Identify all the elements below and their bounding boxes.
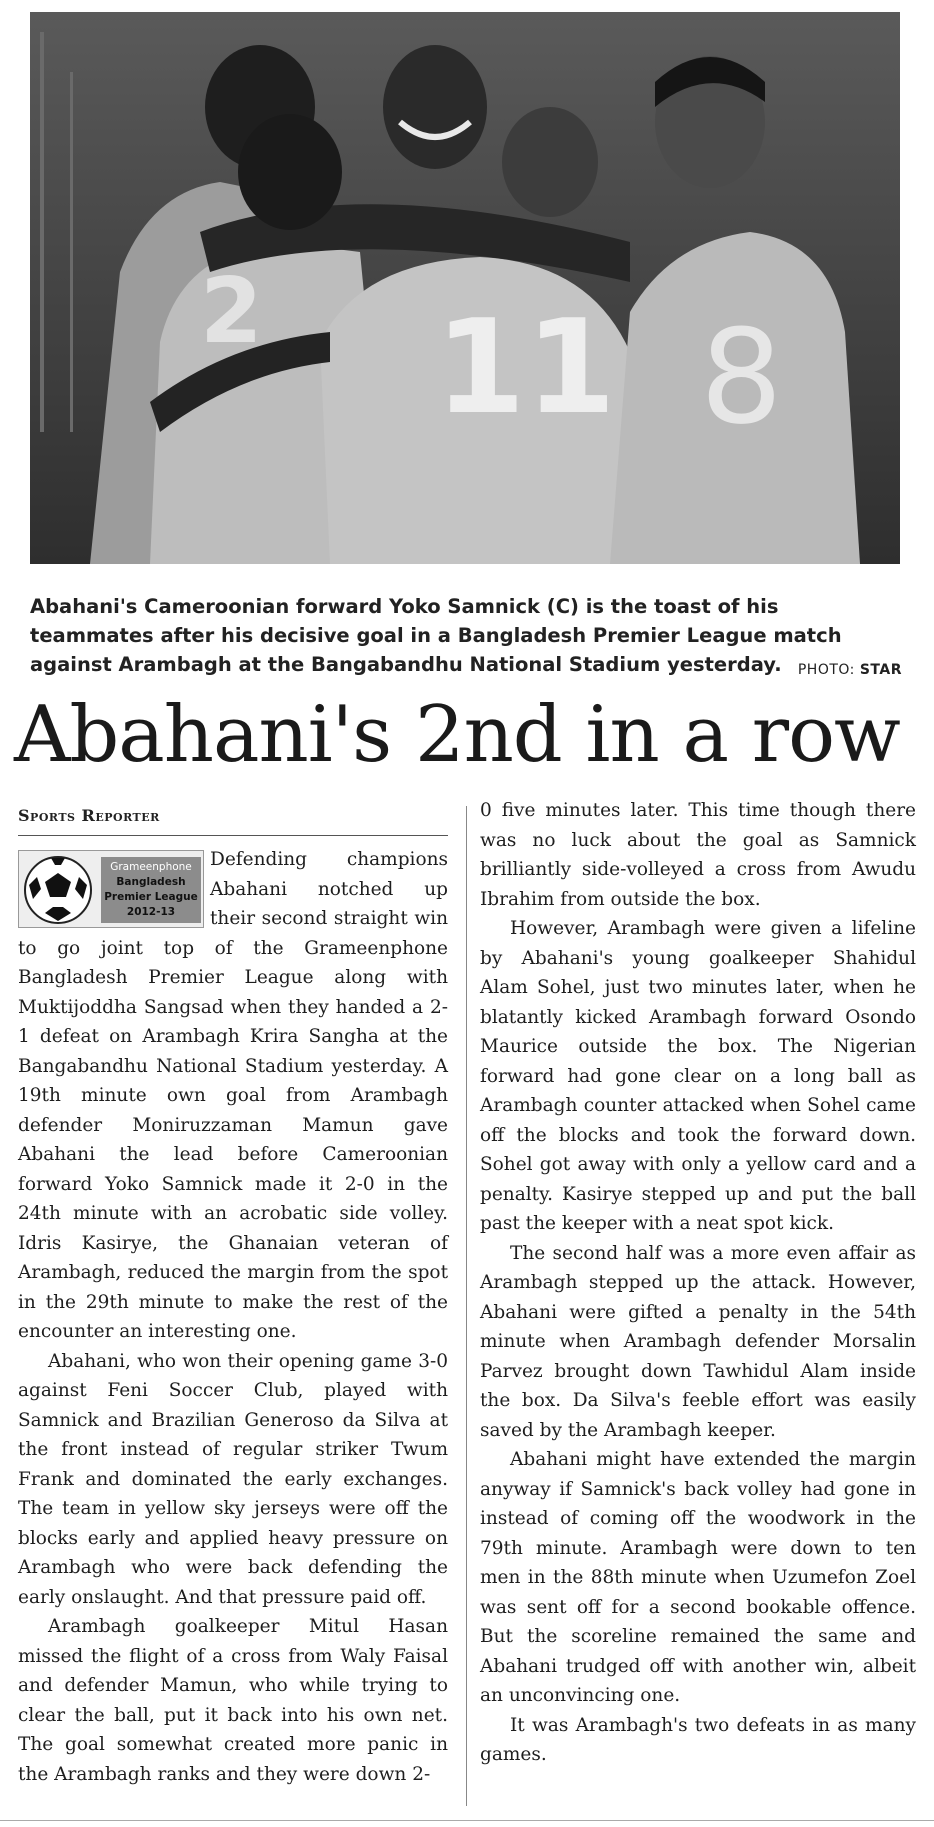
photo-caption: Abahani's Cameroonian forward Yoko Samnick (C) is the toast of his teammates after his decisive goal in a Bangladesh Premier League match against Arambagh at the Bangabandhu National Stadium yesterday. [30,595,842,676]
news-photo [30,12,900,564]
article-paragraph: 0 five minutes later. This time though there was no luck about the goal as Samnick brilliantly side-volleyed a cross from Awudu Ibrahim from outside the box. [480,800,916,910]
article-paragraph: Abahani might have extended the margin anyway if Samnick's back volley had gone in instead of coming off the woodwork in the 79th minute. Arambagh were down to ten men in the 88th minute when Uzumefon Zoel was sent off for a second bookable offence. But the scoreline remained the same and Abahani trudged off with another win, albeit an unconvincing one. [480,1449,916,1706]
logo-country: Bangladesh [116,876,186,888]
column-divider [466,806,467,1806]
photo-credit [798,662,902,678]
jersey-number-11: 11 [435,291,616,443]
article-column-left [18,845,448,1789]
logo-league: Premier League [104,891,198,903]
logo-season: 2012-13 [126,906,176,918]
article-column-right [480,796,916,1770]
team-celebration-photo [30,12,900,564]
article-paragraph: Defending champions Abahani notched up their second straight win to go joint top of the Grameenphone Bangladesh Premier League along with Muktijoddha Sangsad when they handed a 2-1 defeat on Arambagh Krira Sangha at the Bangabandhu National Stadium yesterday. A 19th minute own goal from Arambagh defender Moniruzzaman Mamun gave Abahani the lead before Cameroonian forward Yoko Samnick made it 2-0 in the 24th minute with an acrobatic side volley. Idris Kasirye, the Ghanaian veteran of Arambagh, reduced the margin from the spot in the 29th minute to make the rest of the encounter an interesting one. [18,849,448,1342]
byline: Sports Reporter [18,806,160,825]
jersey-number-2: 2 [200,259,263,364]
article-paragraph: The second half was a more even affair as Arambagh stepped up the attack. However, Abahani were gifted a penalty in the 54th minute when Arambagh defender Morsalin Parvez brought down Tawhidul Alam inside the box. Da Silva's feeble effort was easily saved by the Arambagh keeper. [480,1242,916,1441]
article-paragraph: Abahani, who won their opening game 3-0 against Feni Soccer Club, played with Samnick and Brazilian Generoso da Silva at the front instead of regular striker Twum Frank and dominated the early exchanges. The team in yellow sky jerseys were off the blocks early and applied heavy pressure on Arambagh who were back defending the early onslaught. And that pressure paid off. [18,1350,448,1608]
byline-divider [18,835,448,836]
headline: Abahani's 2nd in a row [14,690,900,780]
credit-source: STAR [859,662,902,678]
article-paragraph: Arambagh goalkeeper Mitul Hasan missed the flight of a cross from Waly Faisal and defender Mamun, who while trying to clear the ball, put it back into his own net. The goal somewhat created more panic in the Arambagh ranks and they were down 2- [18,1616,448,1785]
credit-label: PHOTO: [797,662,855,678]
logo-sponsor: Grameenphone [110,861,192,873]
article-paragraph: It was Arambagh's two defeats in as many games. [480,1714,916,1765]
article-paragraph: However, Arambagh were given a lifeline by Abahani's young goalkeeper Shahidul Alam Sohel, just two minutes later, when he blatantly kicked Arambagh forward Osondo Maurice outside the box. The Nigerian forward had gone clear on a long ball as Arambagh counter attacked when Sohel came off the blocks and took the forward down. Sohel got away with only a yellow card and a penalty. Kasirye stepped up and put the ball past the keeper with a neat spot kick. [480,918,916,1234]
jersey-number-8: 8 [700,301,783,453]
page-bottom-rule [0,1820,934,1821]
